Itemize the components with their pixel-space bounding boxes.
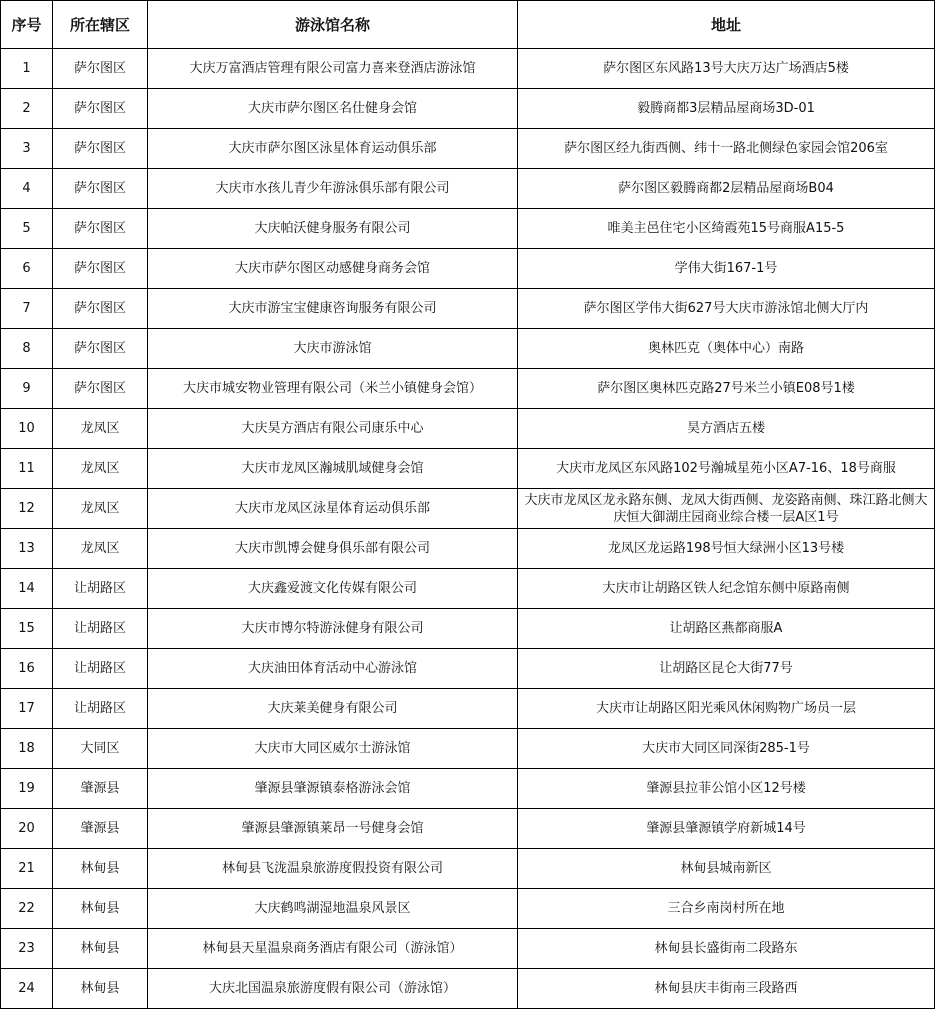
cell-serial-number: 18 <box>1 729 53 769</box>
table-row <box>1 49 935 89</box>
cell-venue-name: 大庆帕沃健身服务有限公司 <box>148 209 518 249</box>
cell-venue-name: 大庆油田体育活动中心游泳馆 <box>148 649 518 689</box>
cell-serial-number: 19 <box>1 769 53 809</box>
cell-address: 奥林匹克（奥体中心）南路 <box>518 329 935 369</box>
cell-venue-name: 大庆市龙凤区泳星体育运动俱乐部 <box>148 489 518 529</box>
cell-address: 林甸县城南新区 <box>518 849 935 889</box>
cell-serial-number: 3 <box>1 129 53 169</box>
cell-venue-name: 大庆市水孩儿青少年游泳俱乐部有限公司 <box>148 169 518 209</box>
cell-district: 萨尔图区 <box>53 329 148 369</box>
table-row <box>1 409 935 449</box>
table-row <box>1 809 935 849</box>
cell-serial-number: 9 <box>1 369 53 409</box>
cell-district: 林甸县 <box>53 929 148 969</box>
header-venue-name: 游泳馆名称 <box>148 1 518 49</box>
cell-serial-number: 11 <box>1 449 53 489</box>
table-row <box>1 369 935 409</box>
cell-venue-name: 大庆市凯博会健身俱乐部有限公司 <box>148 529 518 569</box>
table-row <box>1 729 935 769</box>
cell-serial-number: 10 <box>1 409 53 449</box>
cell-venue-name: 大庆市博尔特游泳健身有限公司 <box>148 609 518 649</box>
cell-serial-number: 24 <box>1 969 53 1009</box>
cell-address: 林甸县长盛街南二段路东 <box>518 929 935 969</box>
cell-address: 让胡路区燕都商服A <box>518 609 935 649</box>
cell-serial-number: 2 <box>1 89 53 129</box>
cell-serial-number: 8 <box>1 329 53 369</box>
cell-venue-name: 大庆市大同区威尔士游泳馆 <box>148 729 518 769</box>
cell-venue-name: 大庆市游泳馆 <box>148 329 518 369</box>
cell-address: 让胡路区昆仑大街77号 <box>518 649 935 689</box>
cell-venue-name: 大庆市萨尔图区名仕健身会馆 <box>148 89 518 129</box>
cell-district: 萨尔图区 <box>53 209 148 249</box>
cell-venue-name: 肇源县肇源镇泰格游泳会馆 <box>148 769 518 809</box>
cell-district: 龙凤区 <box>53 449 148 489</box>
cell-venue-name: 林甸县天星温泉商务酒店有限公司（游泳馆） <box>148 929 518 969</box>
cell-address: 萨尔图区学伟大街627号大庆市游泳馆北侧大厅内 <box>518 289 935 329</box>
cell-serial-number: 7 <box>1 289 53 329</box>
cell-address: 萨尔图区毅腾商都2层精品屋商场B04 <box>518 169 935 209</box>
cell-district: 萨尔图区 <box>53 289 148 329</box>
cell-venue-name: 大庆市萨尔图区动感健身商务会馆 <box>148 249 518 289</box>
cell-address: 大庆市龙凤区东风路102号瀚城星苑小区A7-16、18号商服 <box>518 449 935 489</box>
table-row <box>1 129 935 169</box>
cell-venue-name: 大庆市游宝宝健康咨询服务有限公司 <box>148 289 518 329</box>
cell-serial-number: 5 <box>1 209 53 249</box>
table-row <box>1 89 935 129</box>
cell-serial-number: 1 <box>1 49 53 89</box>
cell-district: 萨尔图区 <box>53 169 148 209</box>
cell-venue-name: 大庆万富酒店管理有限公司富力喜来登酒店游泳馆 <box>148 49 518 89</box>
cell-district: 肇源县 <box>53 769 148 809</box>
cell-district: 萨尔图区 <box>53 369 148 409</box>
cell-address: 大庆市让胡路区阳光乘风休闲购物广场员一层 <box>518 689 935 729</box>
cell-district: 林甸县 <box>53 969 148 1009</box>
cell-serial-number: 16 <box>1 649 53 689</box>
cell-address: 龙凤区龙运路198号恒大绿洲小区13号楼 <box>518 529 935 569</box>
cell-serial-number: 20 <box>1 809 53 849</box>
table-row <box>1 929 935 969</box>
cell-district: 让胡路区 <box>53 609 148 649</box>
table-row <box>1 969 935 1009</box>
header-serial-number: 序号 <box>1 1 53 49</box>
cell-serial-number: 6 <box>1 249 53 289</box>
table-row <box>1 209 935 249</box>
cell-venue-name: 大庆鑫爱渡文化传媒有限公司 <box>148 569 518 609</box>
table-body <box>1 49 935 1009</box>
table-row <box>1 489 935 529</box>
cell-district: 萨尔图区 <box>53 89 148 129</box>
cell-serial-number: 17 <box>1 689 53 729</box>
cell-address: 学伟大街167-1号 <box>518 249 935 289</box>
cell-venue-name: 大庆市龙凤区瀚城肌域健身会馆 <box>148 449 518 489</box>
cell-district: 萨尔图区 <box>53 49 148 89</box>
cell-address: 三合乡南岗村所在地 <box>518 889 935 929</box>
cell-venue-name: 大庆鹤鸣湖湿地温泉风景区 <box>148 889 518 929</box>
table-row <box>1 649 935 689</box>
table-row <box>1 289 935 329</box>
cell-address: 大庆市龙凤区龙永路东侧、龙凤大街西侧、龙姿路南侧、珠江路北侧大庆恒大御湖庄园商业综合楼一层A区1号 <box>518 489 935 529</box>
cell-serial-number: 4 <box>1 169 53 209</box>
cell-address: 萨尔图区东风路13号大庆万达广场酒店5楼 <box>518 49 935 89</box>
table-row <box>1 449 935 489</box>
cell-district: 林甸县 <box>53 849 148 889</box>
cell-venue-name: 大庆市萨尔图区泳星体育运动俱乐部 <box>148 129 518 169</box>
cell-address: 大庆市大同区同深街285-1号 <box>518 729 935 769</box>
cell-serial-number: 13 <box>1 529 53 569</box>
cell-district: 大同区 <box>53 729 148 769</box>
cell-address: 萨尔图区经九街西侧、纬十一路北侧绿色家园会馆206室 <box>518 129 935 169</box>
cell-venue-name: 林甸县飞泷温泉旅游度假投资有限公司 <box>148 849 518 889</box>
table-row <box>1 889 935 929</box>
cell-address: 萨尔图区奥林匹克路27号米兰小镇E08号1楼 <box>518 369 935 409</box>
cell-district: 萨尔图区 <box>53 249 148 289</box>
table-row <box>1 169 935 209</box>
cell-serial-number: 14 <box>1 569 53 609</box>
table-row <box>1 689 935 729</box>
table-row <box>1 569 935 609</box>
table-row <box>1 249 935 289</box>
cell-venue-name: 大庆昊方酒店有限公司康乐中心 <box>148 409 518 449</box>
cell-serial-number: 22 <box>1 889 53 929</box>
cell-serial-number: 23 <box>1 929 53 969</box>
cell-district: 林甸县 <box>53 889 148 929</box>
cell-venue-name: 肇源县肇源镇莱昂一号健身会馆 <box>148 809 518 849</box>
cell-district: 肇源县 <box>53 809 148 849</box>
cell-address: 唯美主邑住宅小区绮霞苑15号商服A15-5 <box>518 209 935 249</box>
cell-district: 让胡路区 <box>53 649 148 689</box>
cell-address: 肇源县拉菲公馆小区12号楼 <box>518 769 935 809</box>
table-row <box>1 769 935 809</box>
header-address: 地址 <box>518 1 935 49</box>
cell-serial-number: 15 <box>1 609 53 649</box>
table-header <box>1 1 935 49</box>
table-row <box>1 609 935 649</box>
cell-district: 萨尔图区 <box>53 129 148 169</box>
table-row <box>1 849 935 889</box>
cell-district: 龙凤区 <box>53 489 148 529</box>
cell-venue-name: 大庆北国温泉旅游度假有限公司（游泳馆） <box>148 969 518 1009</box>
cell-address: 毅腾商都3层精品屋商场3D-01 <box>518 89 935 129</box>
cell-district: 让胡路区 <box>53 689 148 729</box>
cell-district: 龙凤区 <box>53 409 148 449</box>
header-district: 所在辖区 <box>53 1 148 49</box>
cell-serial-number: 12 <box>1 489 53 529</box>
table-row <box>1 529 935 569</box>
table-row <box>1 329 935 369</box>
cell-venue-name: 大庆莱美健身有限公司 <box>148 689 518 729</box>
header-row <box>1 1 935 49</box>
cell-address: 肇源县肇源镇学府新城14号 <box>518 809 935 849</box>
cell-address: 林甸县庆丰街南三段路西 <box>518 969 935 1009</box>
cell-address: 大庆市让胡路区铁人纪念馆东侧中原路南侧 <box>518 569 935 609</box>
cell-venue-name: 大庆市城安物业管理有限公司（米兰小镇健身会馆） <box>148 369 518 409</box>
cell-serial-number: 21 <box>1 849 53 889</box>
cell-district: 龙凤区 <box>53 529 148 569</box>
cell-address: 昊方酒店五楼 <box>518 409 935 449</box>
cell-district: 让胡路区 <box>53 569 148 609</box>
